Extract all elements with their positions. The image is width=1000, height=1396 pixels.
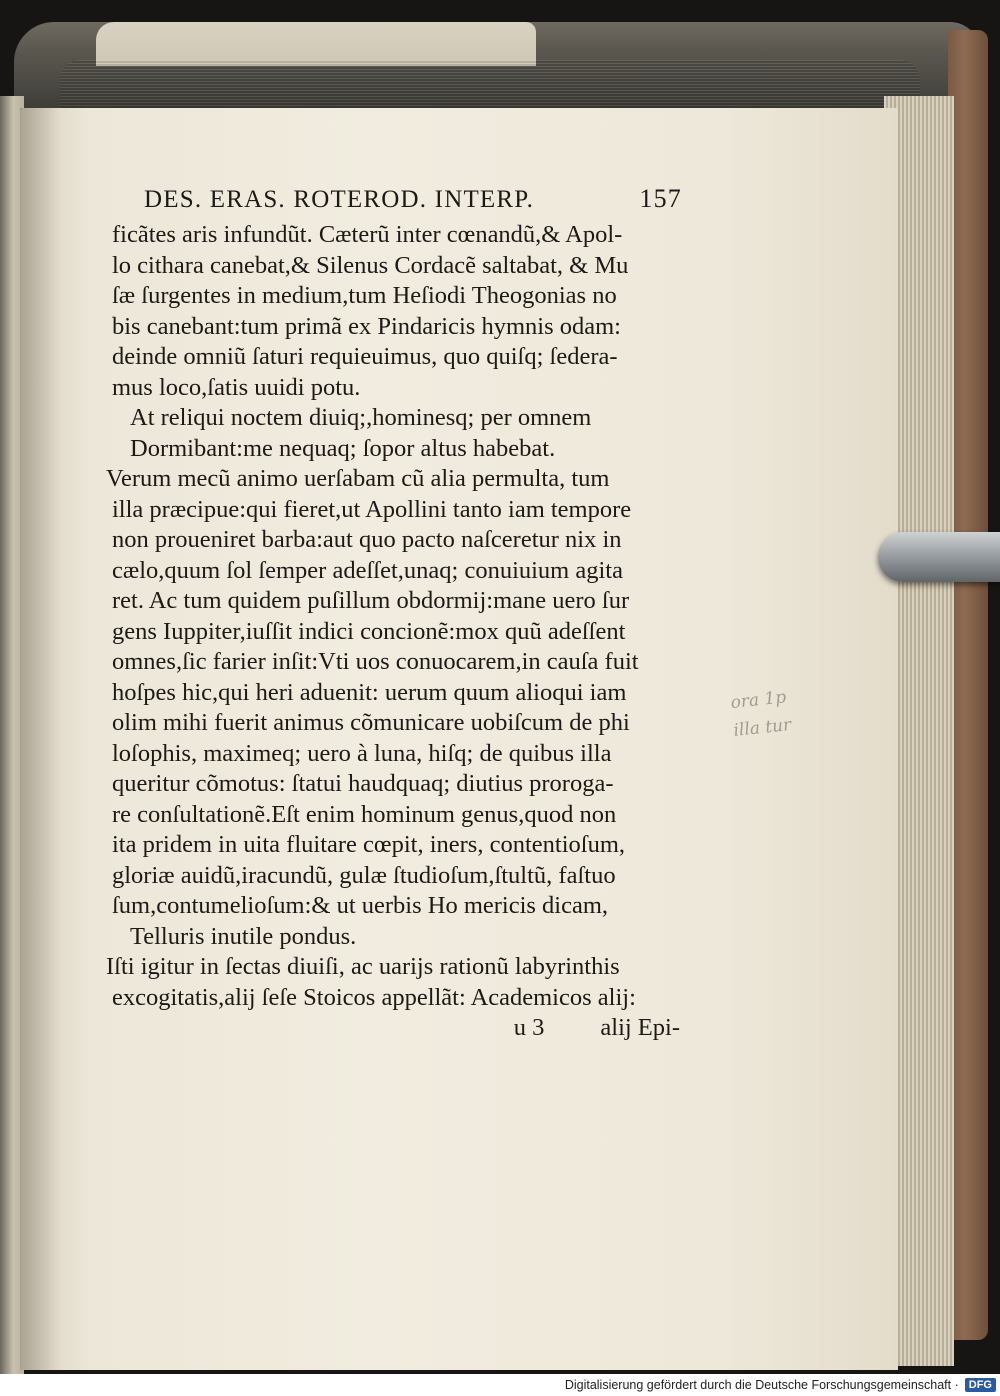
margin-note-line-2: illa tur xyxy=(732,714,793,741)
text-line: non proueniret barba:aut quo pacto naſceretur nix in xyxy=(112,526,622,553)
page-number: 157 xyxy=(639,184,682,213)
running-head-title: DES. ERAS. ROTEROD. INTERP. xyxy=(144,186,535,213)
text-line: lo cithara canebat,& Silenus Cordacẽ saltabat, & Mu xyxy=(112,251,629,279)
book-top-page-lines xyxy=(60,60,920,108)
verse-line: Telluris inutile pondus. xyxy=(130,922,357,950)
text-line: Verum mecũ animo uerſabam cũ alia permulta, tum xyxy=(106,465,610,492)
dfg-logo: DFG xyxy=(965,1378,996,1392)
text-line: Iſti igitur in ſectas diuiſi, ac uarijs rationũ labyrinthis xyxy=(106,953,620,980)
catchword: alij Epi- xyxy=(600,1014,680,1041)
text-line: ſum,contumelioſum:& ut uerbis Ho mericis dicam, xyxy=(112,892,609,919)
text-line: re conſultationẽ.Eſt enim hominum genus,quod non xyxy=(112,800,617,828)
catchline xyxy=(112,1013,692,1044)
text-line: gloriæ auidũ,iracundũ, gulæ ſtudioſum,ſtultũ, faſtuo xyxy=(112,861,616,889)
text-line: loſophis, maximeq; uero à luna, hiſq; de quibus illa xyxy=(112,739,612,767)
text-line: illa præcipue:qui fieret,ut Apollini tanto iam tempore xyxy=(112,495,632,523)
text-line: ita pridem in uita fluitare cœpit, iners, contentioſum, xyxy=(112,831,626,858)
margin-pencil-note xyxy=(729,683,792,745)
signature-mark: u 3 xyxy=(513,1014,545,1041)
margin-note-line-1: ora 1p xyxy=(729,687,788,714)
text-line: olim mihi fuerit animus cõmunicare uobiſcum de phi xyxy=(112,709,630,736)
bookmark-clip xyxy=(878,532,1000,582)
body-text xyxy=(106,220,692,1013)
digitization-footer xyxy=(0,1374,1000,1396)
text-line: ficãtes aris infundũt. Cæterũ inter cœnandũ,& Apol- xyxy=(112,221,623,248)
gutter-shadow xyxy=(20,108,60,1370)
running-head xyxy=(112,184,692,220)
text-line: mus loco,ſatis uuidi potu. xyxy=(112,373,361,401)
text-line: hoſpes hic,qui heri aduenit: uerum quum alioqui iam xyxy=(112,678,627,706)
verse-line: Dormibant:me nequaq; ſopor altus habebat. xyxy=(130,434,556,462)
text-line: excogitatis,alij ſeſe Stoicos appellãt: Academicos alij: xyxy=(112,983,636,1011)
text-line: cælo,quum ſol ſemper adeſſet,unaq; conuiuium agita xyxy=(112,556,623,584)
text-line: queritur cõmotus: ſtatui haudquaq; diutius proroga- xyxy=(112,770,614,797)
text-line: bis canebant:tum primã ex Pindaricis hymnis odam: xyxy=(112,312,621,340)
footer-credit: Digitalisierung gefördert durch die Deutsche Forschungsgemeinschaft · xyxy=(564,1378,959,1392)
text-line: gens Iuppiter,iuſſit indici concionẽ:mox quũ adeſſent xyxy=(112,617,626,645)
book-cover-right xyxy=(948,30,988,1340)
printed-text-block xyxy=(106,184,692,1044)
text-line: ret. Ac tum quidem puſillum obdormij:mane uero ſur xyxy=(112,587,630,614)
text-line: omnes,ſic farier inſit:Vti uos conuocarem,in cauſa fuit xyxy=(112,648,639,675)
text-line: ſæ ſurgentes in medium,tum Heſiodi Theogonias no xyxy=(112,282,617,309)
verse-line: At reliqui noctem diuiq;,hominesq; per omnem xyxy=(130,404,592,431)
text-line: deinde omniũ ſaturi requieuimus, quo quiſq; ſedera- xyxy=(112,343,618,370)
